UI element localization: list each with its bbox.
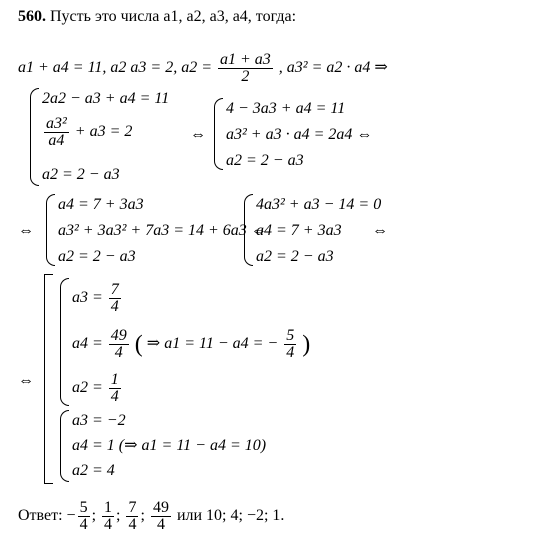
fraction-denominator: 4 [156, 516, 165, 533]
fraction-numerator: 5 [79, 499, 88, 516]
system-3-row-1: a4 = 7 + 3a3 [58, 196, 144, 213]
case-a-a3-fraction [109, 282, 121, 315]
system-4-brace [244, 194, 253, 266]
equation-line-1 [18, 52, 388, 85]
fraction-denominator: 4 [110, 388, 119, 405]
system-4-row-1: 4a3² + a3 − 14 = 0 [256, 196, 382, 213]
eq-geometric-mean: , a3² = a2 · a4 ⇒ [278, 59, 388, 77]
fraction-numerator: 49 [152, 499, 169, 516]
answer-minus: − [66, 507, 76, 525]
equivalence-symbol: ⇔ [372, 222, 388, 239]
system-3-row-3: a2 = 2 − a3 [58, 248, 136, 265]
fraction-denominator: 4 [114, 344, 123, 361]
answer-fraction-3 [126, 500, 138, 533]
case-a-a2-lhs: a2 = [72, 379, 103, 397]
answer-fraction-2 [102, 500, 114, 533]
equivalence-symbol: ⇔ [190, 126, 206, 143]
system-1-row-2-rest: + a3 = 2 [74, 123, 133, 141]
system-2-row-2: a3² + a3 · a4 = 2a4 ⇔ [226, 126, 373, 143]
case-b-row-2: a4 = 1 (⇒ a1 = 11 − a4 = 10) [72, 437, 267, 454]
case-b-row-1: a3 = −2 [72, 412, 126, 429]
fraction-numerator: 1 [110, 371, 119, 388]
system-1-fraction [44, 116, 69, 149]
problem-header [18, 8, 296, 26]
system-1-brace [30, 88, 39, 186]
answer-fraction-4 [151, 500, 171, 533]
system-1-row-2 [42, 116, 132, 149]
fraction-numerator: 7 [110, 281, 119, 298]
fraction-denominator: 4 [110, 298, 119, 315]
answer-separator: ; [140, 507, 145, 525]
eq-a2-lhs: a2 = [181, 59, 212, 77]
system-3-brace [46, 194, 55, 266]
system-1-row-1: 2a2 − a3 + a4 = 11 [42, 90, 170, 107]
case-a-a4-fraction [109, 328, 129, 361]
system-4-row-2: a4 = 7 + 3a3 [256, 222, 342, 239]
system-4-row-3: a2 = 2 − a3 [256, 248, 334, 265]
answer-label: Ответ: [18, 507, 63, 525]
case-a-row-a4 [72, 328, 310, 361]
eq-sum-and-product: a1 + a4 = 11, a2 a3 = 2, [18, 59, 178, 77]
answer-line [18, 500, 284, 533]
system-1-row-3: a2 = 2 − a3 [42, 166, 120, 183]
close-paren: ) [302, 331, 311, 358]
open-paren: ( [134, 331, 143, 358]
answer-fraction-1 [78, 500, 90, 533]
case-b-row-3: a2 = 4 [72, 462, 115, 479]
fraction-numerator: 7 [128, 499, 137, 516]
case-a-a1-note: ⇒ a1 = 11 − a4 = − [146, 335, 279, 353]
answer-separator: ; [91, 507, 97, 525]
fraction-denominator: 4 [128, 516, 137, 533]
fraction-numerator: a1 + a3 [220, 51, 271, 68]
problem-number: 560. [18, 8, 46, 25]
case-b-brace [60, 410, 69, 482]
system-3-row-2: a3² + 3a3² + 7a3 = 14 + 6a3 ⇔ [58, 222, 267, 239]
fraction-numerator: 5 [286, 327, 295, 344]
fraction-numerator: 49 [110, 327, 127, 344]
case-a-brace [60, 278, 69, 406]
case-a-a1-fraction [284, 328, 296, 361]
system-2-brace [214, 98, 223, 170]
fraction-denominator: 2 [241, 68, 250, 85]
system-2-row-1: 4 − 3a3 + a4 = 11 [226, 100, 346, 117]
case-a-a4-lhs: a4 = [72, 335, 103, 353]
case-a-row-a3 [72, 282, 123, 315]
equivalence-symbol: ⇔ [18, 222, 34, 239]
fraction-denominator: 4 [79, 516, 88, 533]
fraction-numerator: a3² [46, 115, 67, 132]
answer-tail: или 10; 4; −2; 1. [176, 507, 285, 525]
fraction-numerator: 1 [104, 499, 113, 516]
union-bracket [44, 274, 53, 484]
answer-separator: ; [116, 507, 121, 525]
problem-intro: Пусть это числа a1, a2, a3, a4, тогда: [50, 8, 297, 25]
fraction-denominator: 4 [286, 344, 295, 361]
eq-a2-fraction [218, 52, 273, 85]
fraction-denominator: a4 [48, 132, 65, 149]
case-a-a2-fraction [109, 372, 121, 405]
case-a-row-a2 [72, 372, 123, 405]
case-a-a3-lhs: a3 = [72, 289, 103, 307]
system-2-row-3: a2 = 2 − a3 [226, 152, 304, 169]
fraction-denominator: 4 [104, 516, 113, 533]
equivalence-symbol: ⇔ [18, 372, 34, 389]
